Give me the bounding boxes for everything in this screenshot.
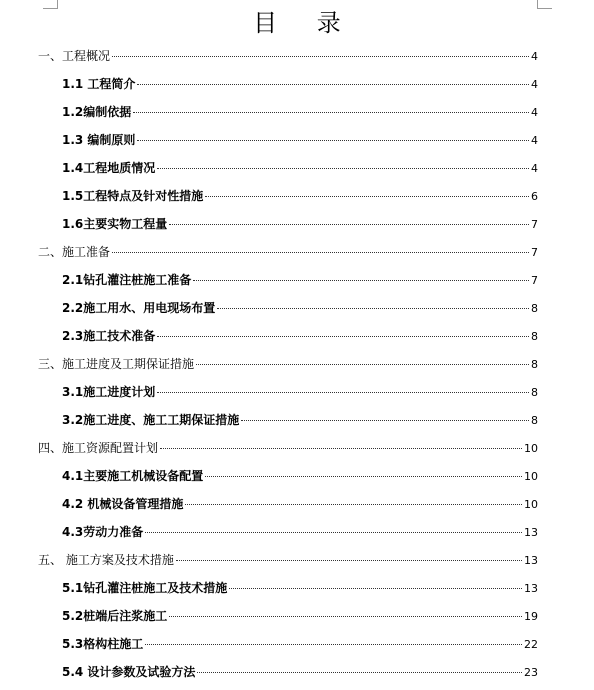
toc-subsection-entry[interactable] [38, 634, 538, 662]
toc-page-number: 4 [531, 134, 538, 147]
toc-entry-label: 1.2编制依据 [62, 105, 132, 119]
toc-subsection-entry[interactable] [38, 578, 538, 606]
toc-page-number: 4 [531, 50, 538, 63]
toc-page-number: 7 [531, 218, 538, 231]
toc-dot-leader [241, 420, 529, 421]
toc-dot-leader [185, 504, 522, 505]
toc-entry-label: 1.3 编制原则 [62, 133, 136, 147]
toc-dot-leader [169, 616, 522, 617]
toc-entry-label: 四、施工资源配置计划 [38, 441, 159, 455]
toc-section-entry[interactable] [38, 46, 538, 74]
toc-dot-leader [193, 280, 529, 281]
toc-page-number: 22 [524, 638, 538, 651]
toc-page-number: 13 [524, 582, 538, 595]
toc-page-number: 8 [531, 414, 538, 427]
toc-subsection-entry[interactable] [38, 326, 538, 354]
toc-entry-label: 3.1施工进度计划 [62, 385, 156, 399]
toc-subsection-entry[interactable] [38, 130, 538, 158]
toc-dot-leader [137, 84, 529, 85]
toc-list [38, 46, 538, 690]
toc-dot-leader [157, 168, 529, 169]
toc-section-entry[interactable] [38, 550, 538, 578]
toc-dot-leader [145, 644, 522, 645]
toc-page-number: 7 [531, 274, 538, 287]
toc-entry-label: 4.2 机械设备管理措施 [62, 497, 184, 511]
toc-dot-leader [176, 560, 522, 561]
toc-dot-leader [112, 252, 529, 253]
toc-entry-label: 2.1钻孔灌注桩施工准备 [62, 273, 192, 287]
toc-page-number: 8 [531, 358, 538, 371]
toc-subsection-entry[interactable] [38, 102, 538, 130]
toc-entry-label: 1.1 工程简介 [62, 77, 136, 91]
toc-page-number: 8 [531, 330, 538, 343]
toc-page-number: 8 [531, 386, 538, 399]
toc-dot-leader [197, 672, 522, 673]
toc-entry-label: 5.1钻孔灌注桩施工及技术措施 [62, 581, 228, 595]
toc-dot-leader [145, 532, 522, 533]
toc-entry-label: 2.3施工技术准备 [62, 329, 156, 343]
toc-page-number: 13 [524, 526, 538, 539]
toc-dot-leader [196, 364, 529, 365]
toc-entry-label: 3.2施工进度、施工工期保证措施 [62, 413, 240, 427]
toc-page-number: 6 [531, 190, 538, 203]
toc-page-number: 13 [524, 554, 538, 567]
toc-dot-leader [157, 336, 529, 337]
toc-subsection-entry[interactable] [38, 662, 538, 690]
toc-subsection-entry[interactable] [38, 410, 538, 438]
toc-title: 目 录 [253, 9, 357, 37]
toc-page-number: 4 [531, 78, 538, 91]
toc-dot-leader [205, 196, 529, 197]
toc-entry-label: 2.2施工用水、用电现场布置 [62, 301, 216, 315]
toc-page-number: 8 [531, 302, 538, 315]
toc-page-number: 10 [524, 498, 538, 511]
toc-entry-label: 4.1主要施工机械设备配置 [62, 469, 204, 483]
toc-entry-label: 1.4工程地质情况 [62, 161, 156, 175]
toc-page-number: 10 [524, 470, 538, 483]
toc-dot-leader [169, 224, 529, 225]
toc-dot-leader [112, 56, 529, 57]
toc-entry-label: 1.5工程特点及针对性措施 [62, 189, 204, 203]
toc-page-number: 7 [531, 246, 538, 259]
toc-dot-leader [157, 392, 529, 393]
toc-subsection-entry[interactable] [38, 186, 538, 214]
toc-dot-leader [137, 140, 529, 141]
toc-subsection-entry[interactable] [38, 298, 538, 326]
toc-subsection-entry[interactable] [38, 606, 538, 634]
toc-entry-label: 二、施工准备 [38, 245, 111, 259]
toc-page-number: 10 [524, 442, 538, 455]
toc-subsection-entry[interactable] [38, 270, 538, 298]
toc-entry-label: 五、 施工方案及技术措施 [38, 553, 174, 567]
toc-dot-leader [205, 476, 522, 477]
toc-section-entry[interactable] [38, 354, 538, 382]
toc-subsection-entry[interactable] [38, 466, 538, 494]
toc-dot-leader [133, 112, 529, 113]
toc-page-number: 4 [531, 162, 538, 175]
toc-subsection-entry[interactable] [38, 214, 538, 242]
toc-entry-label: 5.2桩端后注浆施工 [62, 609, 168, 623]
toc-entry-label: 5.3格构柱施工 [62, 637, 144, 651]
toc-entry-label: 一、工程概况 [38, 49, 111, 63]
toc-dot-leader [160, 448, 522, 449]
toc-section-entry[interactable] [38, 242, 538, 270]
toc-page-number: 4 [531, 106, 538, 119]
toc-entry-label: 5.4 设计参数及试验方法 [62, 665, 196, 679]
toc-dot-leader [217, 308, 529, 309]
toc-subsection-entry[interactable] [38, 158, 538, 186]
toc-subsection-entry[interactable] [38, 74, 538, 102]
toc-subsection-entry[interactable] [38, 494, 538, 522]
toc-section-entry[interactable] [38, 438, 538, 466]
toc-page-number: 19 [524, 610, 538, 623]
toc-subsection-entry[interactable] [38, 522, 538, 550]
toc-page-number: 23 [524, 666, 538, 679]
toc-entry-label: 1.6主要实物工程量 [62, 217, 168, 231]
toc-entry-label: 4.3劳动力准备 [62, 525, 144, 539]
toc-subsection-entry[interactable] [38, 382, 538, 410]
toc-dot-leader [229, 588, 522, 589]
toc-entry-label: 三、施工进度及工期保证措施 [38, 357, 195, 371]
